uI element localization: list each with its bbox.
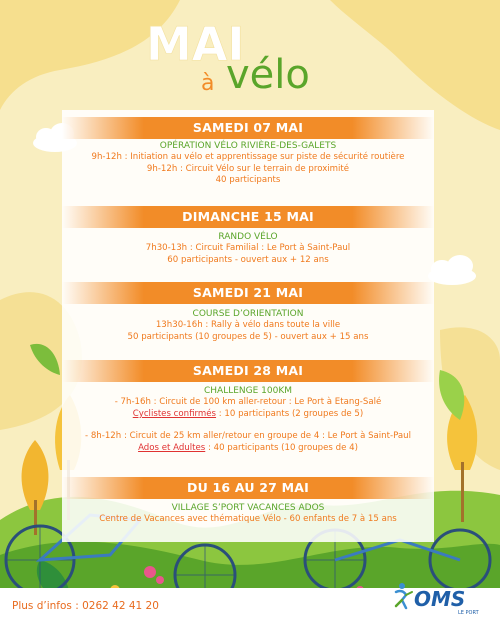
title-mai: MAI bbox=[146, 17, 245, 71]
audience-text: : 10 participants (2 groupes de 5) bbox=[216, 408, 364, 419]
date-band: SAMEDI 21 MAI bbox=[62, 282, 434, 304]
event-line: 9h-12h : Initiation au vélo et apprentissage sur piste de sécurité routière bbox=[91, 152, 405, 163]
event-heading: RANDO VÉLO bbox=[218, 232, 278, 242]
oms-logo bbox=[388, 578, 488, 618]
event-line: Centre de Vacances avec thématique Vélo - 60 enfants de 7 à 15 ans bbox=[99, 514, 397, 525]
date-band: DIMANCHE 15 MAI bbox=[62, 206, 434, 228]
event-heading: OPÉRATION VÉLO RIVIÈRE-DES-GALETS bbox=[159, 141, 337, 151]
date-band: DU 16 AU 27 MAI bbox=[62, 477, 434, 499]
date-band: SAMEDI 07 MAI bbox=[62, 117, 434, 139]
logo-sub: LE PORT bbox=[458, 610, 479, 616]
poster-title bbox=[0, 14, 500, 98]
contact-info: Plus d’infos : 0262 42 41 20 bbox=[12, 600, 159, 612]
event-section bbox=[62, 141, 434, 187]
event-line: - 7h-16h : Circuit de 100 km aller-retour : Le Port à Etang-Salé bbox=[114, 397, 382, 408]
date-band: SAMEDI 28 MAI bbox=[62, 360, 434, 382]
event-line: 9h-12h : Circuit Vélo sur le terrain de proximité bbox=[146, 163, 350, 174]
event-section bbox=[62, 386, 434, 454]
event-heading: COURSE D’ORIENTATION bbox=[192, 309, 304, 319]
event-subline bbox=[62, 443, 434, 454]
title-velo: vélo bbox=[226, 52, 310, 98]
audience-label: Ados et Adultes bbox=[138, 442, 206, 453]
audience-text: : 40 participants (10 groupes de 4) bbox=[205, 442, 358, 453]
event-line: 60 participants - ouvert aux + 12 ans bbox=[167, 254, 329, 265]
event-line: 7h30-13h : Circuit Familial : Le Port à Saint-Paul bbox=[145, 243, 351, 254]
event-line: 50 participants (10 groupes de 5) - ouvert aux + 15 ans bbox=[127, 331, 369, 342]
event-section bbox=[62, 232, 434, 266]
audience-label: Cyclistes confirmés bbox=[132, 408, 217, 419]
event-heading: VILLAGE S’PORT VACANCES ADOS bbox=[171, 503, 325, 513]
event-section bbox=[62, 503, 434, 526]
title-a: à bbox=[201, 71, 215, 96]
event-line: 40 participants bbox=[215, 175, 281, 186]
event-line: 13h30-16h : Rally à vélo dans toute la ville bbox=[155, 320, 341, 331]
runner-icon bbox=[396, 583, 412, 608]
event-section bbox=[62, 309, 434, 343]
event-heading: CHALLENGE 100KM bbox=[203, 386, 293, 396]
logo-name: OMS bbox=[414, 587, 466, 611]
event-line: - 8h-12h : Circuit de 25 km aller/retour en groupe de 4 : Le Port à Saint-Paul bbox=[84, 431, 412, 442]
event-subline bbox=[62, 409, 434, 420]
